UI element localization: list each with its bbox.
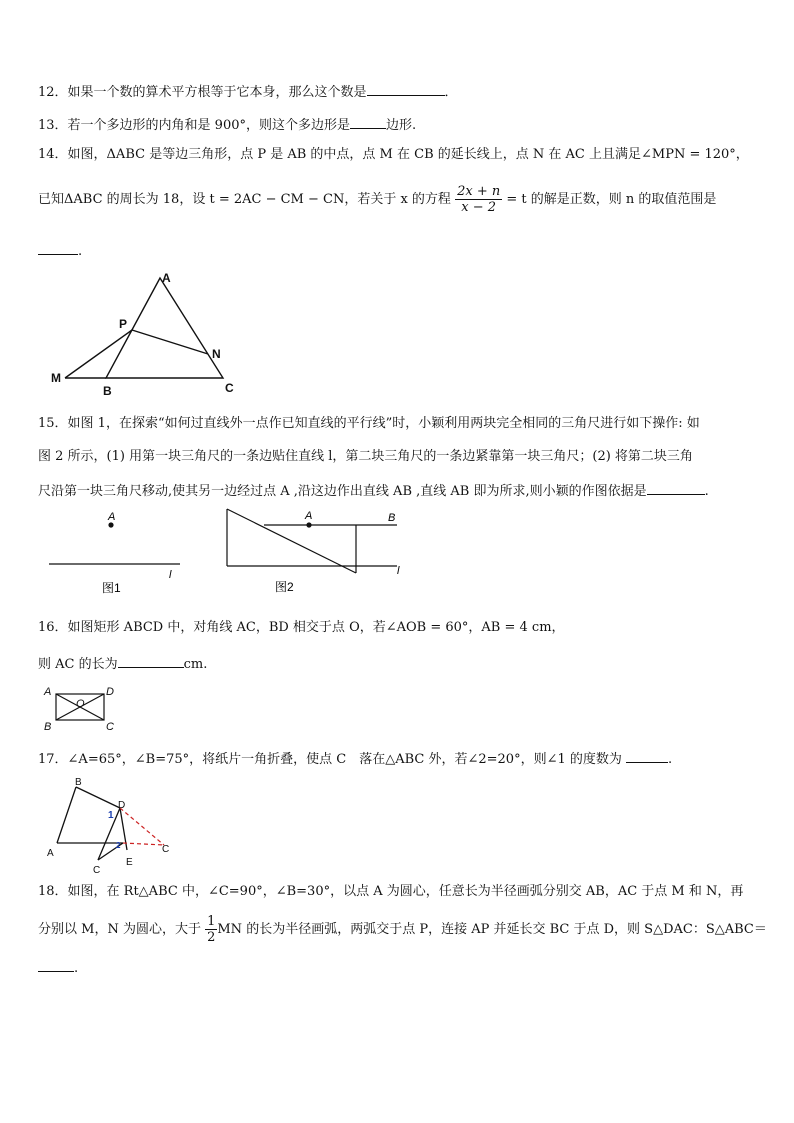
answer-blank-13[interactable] [350, 114, 386, 129]
q18-frac-num: 1 [207, 914, 216, 929]
q17-end: . [668, 752, 673, 767]
q18-line2a: 分别以 M，N 为圆心，大于 [38, 922, 201, 937]
label-d: D [118, 800, 126, 811]
answer-blank-15[interactable] [647, 480, 705, 495]
label-b: B [103, 384, 112, 398]
q16-line1: 16．如图矩形 ABCD 中，对角线 AC，BD 相交于点 O，若∠AOB = 60°，AB = 4 cm， [38, 620, 565, 635]
label-a: A [44, 686, 52, 698]
q14-line3 [38, 240, 82, 262]
question-17 [38, 748, 672, 770]
question-13 [38, 114, 416, 136]
line-mp [65, 330, 132, 378]
label-c: C [225, 381, 234, 395]
q14-frac-num: 2x + n [457, 184, 501, 199]
label-o: O [76, 698, 85, 710]
q17-figure [40, 775, 185, 877]
q15-line2: 图 2 所示，(1) 用第一块三角尺的一条边贴住直线 l，第二块三角尺的一条边紧靠第一块三角尺；(2) 将第二块三角 [38, 449, 693, 464]
label-b: B [75, 777, 82, 788]
label-e: E [126, 857, 133, 868]
q12-text: 12．如果一个数的算术平方根等于它本身，那么这个数是 [38, 85, 367, 100]
label-angle-1: 1 [108, 810, 114, 821]
q15-end: . [704, 484, 709, 499]
q15-figures [40, 505, 420, 597]
ruler1-hypotenuse [227, 509, 356, 573]
point-a-fig2 [306, 522, 311, 527]
label-a: A [162, 271, 171, 285]
q14-end: . [78, 244, 83, 259]
q14-line2b: = t 的解是正数，则 n 的取值范围是 [506, 192, 717, 207]
label-c-folded: C [93, 865, 101, 876]
q18-line2 [38, 912, 767, 948]
q14-figure [40, 268, 260, 400]
q18-line1: 18．如图，在 Rt△ABC 中，∠C=90°，∠B=30°，以点 A 为圆心，任意长为半径画弧分别交 AB，AC 于点 M 和 N，再 [38, 884, 744, 899]
dashed-ec-original [123, 843, 164, 845]
side-bd [76, 787, 120, 808]
q14-line2a: 已知ΔABC 的周长为 18，设 t = 2AC − CM − CN，若关于 x 的方程 [38, 192, 451, 207]
q14-line2 [38, 180, 716, 220]
label-c-original: C [162, 844, 170, 855]
label-a-fig1: A [108, 511, 116, 523]
answer-blank-18[interactable] [38, 957, 74, 972]
label-a-fig2: A [305, 510, 313, 522]
line-pn [132, 330, 208, 354]
q18-line2b: MN 的长为半径画弧，两弧交于点 P，连接 AP 并延长交 BC 于点 D，则 S△DAC：S△ABC＝ [217, 922, 767, 937]
label-angle-2: 2 [116, 841, 121, 850]
label-b-fig2: B [388, 512, 396, 524]
label-b: B [44, 721, 52, 733]
q13-text: 13．若一个多边形的内角和是 900°，则这个多边形是 [38, 118, 350, 133]
q15-line3-text: 尺沿第一块三角尺移动,使其另一边经过点 A ,沿这边作出直线 AB ,直线 AB 即为所求,则小颖的作图依据是 [38, 484, 647, 499]
question-12 [38, 81, 458, 103]
q14-line1: 14．如图，ΔABC 是等边三角形，点 P 是 AB 的中点，点 M 在 CB 的延长线上，点 N 在 AC 上且满足∠MPN = 120°， [38, 147, 749, 162]
side-ab [57, 787, 76, 843]
label-p: P [119, 317, 128, 331]
q15-line3 [38, 480, 709, 502]
label-n: N [212, 347, 221, 361]
q12-end: ． [444, 85, 458, 100]
q14-fraction [455, 184, 502, 215]
q18-frac-den: 2 [207, 930, 216, 945]
caption-fig2: 图2 [275, 580, 294, 594]
answer-blank-14[interactable] [38, 240, 78, 255]
answer-blank-17[interactable] [626, 748, 668, 763]
label-c: C [106, 721, 114, 733]
q16-line2a: 则 AC 的长为 [38, 657, 118, 672]
label-l-fig1: l [169, 569, 172, 581]
q17-text: 17．∠A=65°，∠B=75°，将纸片一角折叠，使点 C 落在△ABC 外，若∠2=20°，则∠1 的度数为 [38, 752, 622, 767]
q16-figure [40, 683, 130, 735]
q18-end: . [74, 961, 79, 976]
label-d: D [106, 686, 114, 698]
q15-line1: 15．如图 1，在探索“如何过直线外一点作已知直线的平行线”时，小颖利用两块完全相同的三角尺进行如下操作: 如 [38, 416, 700, 431]
q13-end: 边形. [386, 118, 417, 133]
q14-frac-den: x − 2 [461, 200, 497, 215]
answer-blank-12[interactable] [367, 81, 445, 96]
label-m: M [51, 371, 61, 385]
q16-line2b: cm. [183, 657, 208, 672]
caption-fig1: 图1 [102, 581, 121, 595]
dashed-dc-original [120, 808, 164, 845]
q18-line3 [38, 957, 78, 979]
point-a-fig1 [108, 522, 113, 527]
q18-fraction [205, 914, 217, 945]
q16-line2 [38, 653, 207, 675]
label-a: A [47, 848, 54, 859]
label-l-fig2: l [397, 565, 400, 577]
answer-blank-16[interactable] [118, 653, 184, 668]
